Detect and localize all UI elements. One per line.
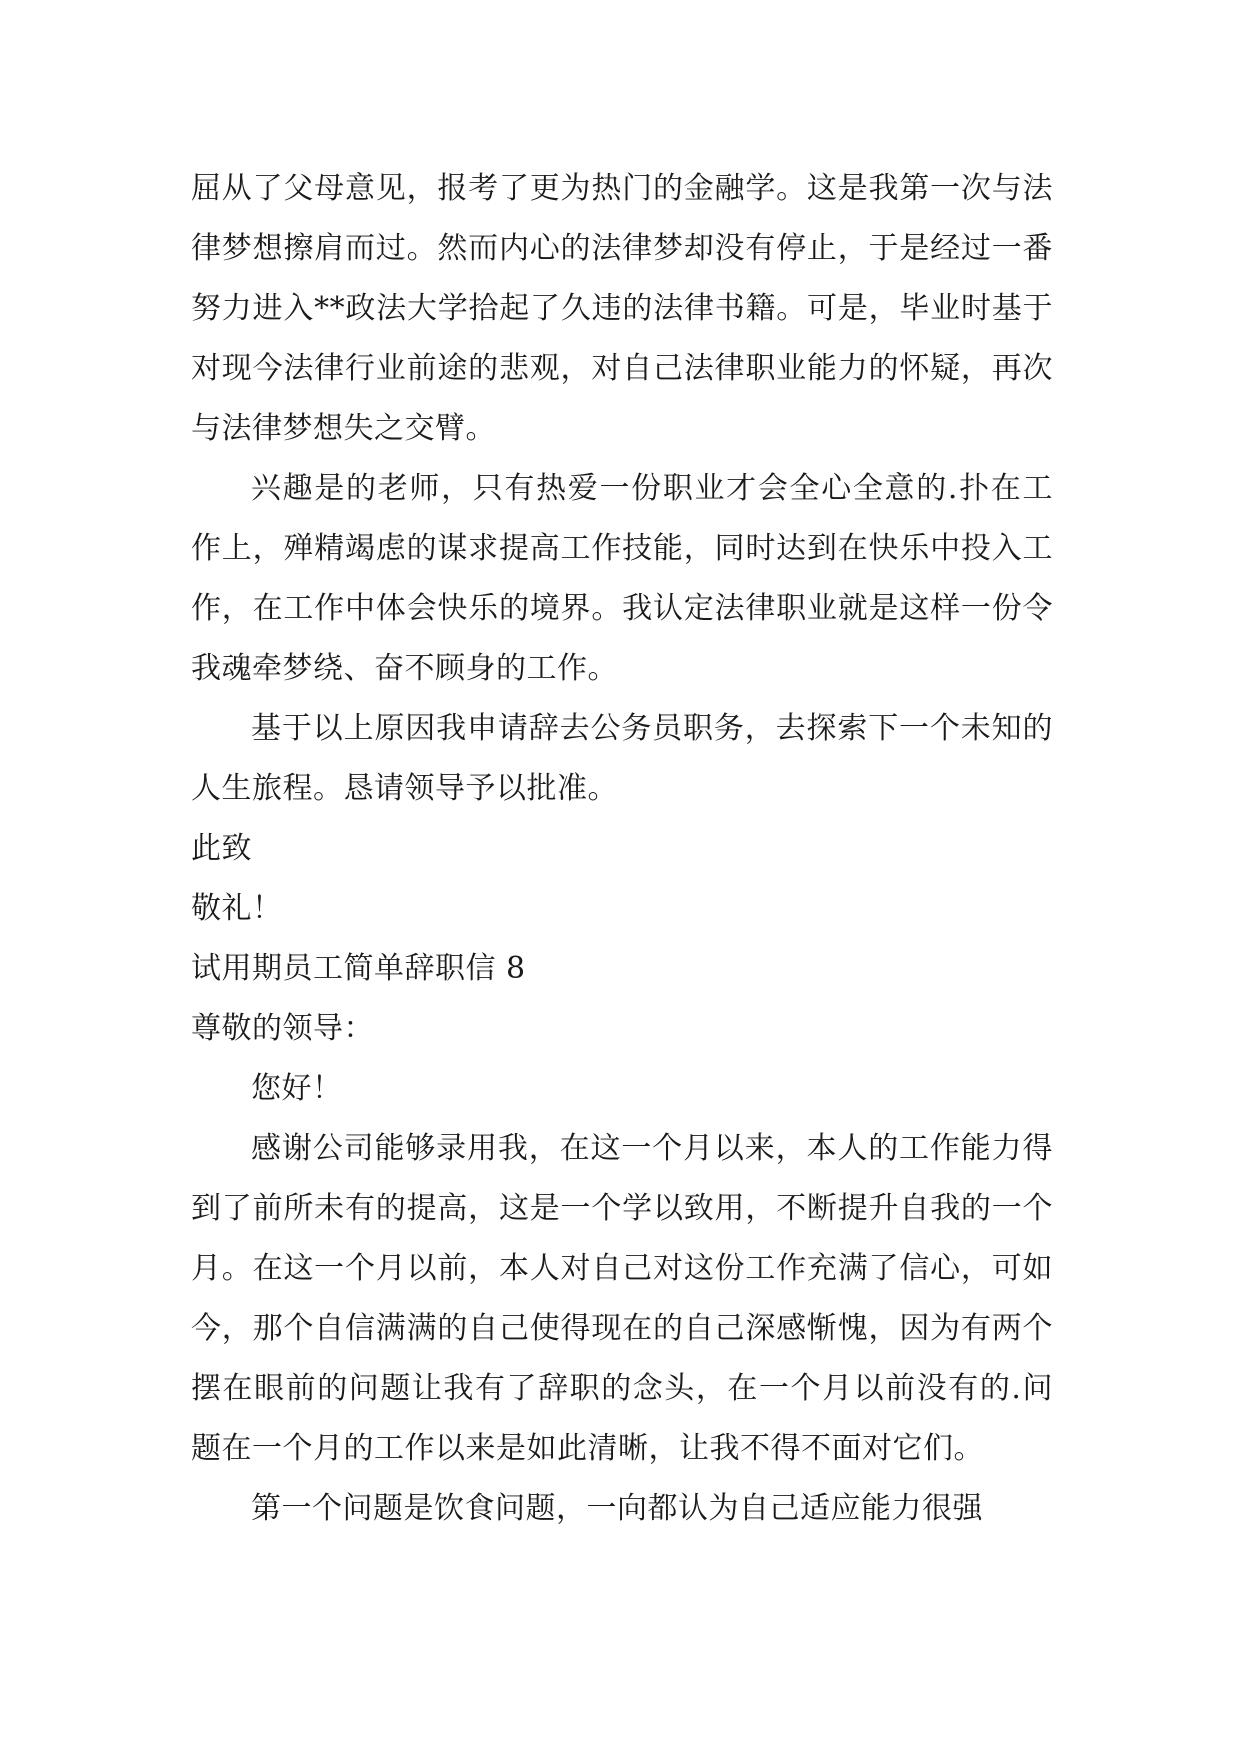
section-title: 试用期员工简单辞职信 8 xyxy=(191,951,526,986)
paragraph-interest: 兴趣是的老师，只有热爱一份职业才会全心全意的.扑在工作上，殚精竭虑的谋求提高工作技能，同时达到在快乐中投入工作，在工作中体会快乐的境界。我认定法律职业就是这样一份令我魂牵梦绕、奋不顾身的工作。 xyxy=(191,471,1053,686)
salutation: 尊敬的领导： xyxy=(191,1011,374,1046)
closing-cizhi: 此致 xyxy=(191,831,252,866)
closing-jingli: 敬礼！ xyxy=(191,891,283,926)
paragraph-resignation-request: 基于以上原因我申请辞去公务员职务，去探索下一个未知的人生旅程。恳请领导予以批准。 xyxy=(191,711,1053,806)
paragraph-first-problem: 第一个问题是饮食问题，一向都认为自己适应能力很强 xyxy=(251,1491,983,1526)
paragraph-law-dream: 屈从了父母意见，报考了更为热门的金融学。这是我第一次与法律梦想擦肩而过。然而内心的法律梦却没有停止，于是经过一番努力进入**政法大学拾起了久违的法律书籍。可是，毕业时基于对现今法律行业前途的悲观，对自己法律职业能力的怀疑，再次与法律梦想失之交臂。 xyxy=(191,171,1053,446)
paragraph-thanks: 感谢公司能够录用我，在这一个月以来，本人的工作能力得到了前所未有的提高，这是一个学以致用，不断提升自我的一个月。在这一个月以前，本人对自己对这份工作充满了信心，可如今，那个自信满满的自己使得现在的自己深感惭愧，因为有两个摆在眼前的问题让我有了辞职的念头，在一个月以前没有的.问题在一个月的工作以来是如此清晰，让我不得不面对它们。 xyxy=(191,1131,1053,1466)
greeting: 您好！ xyxy=(251,1071,343,1106)
document-body xyxy=(191,159,1053,1539)
